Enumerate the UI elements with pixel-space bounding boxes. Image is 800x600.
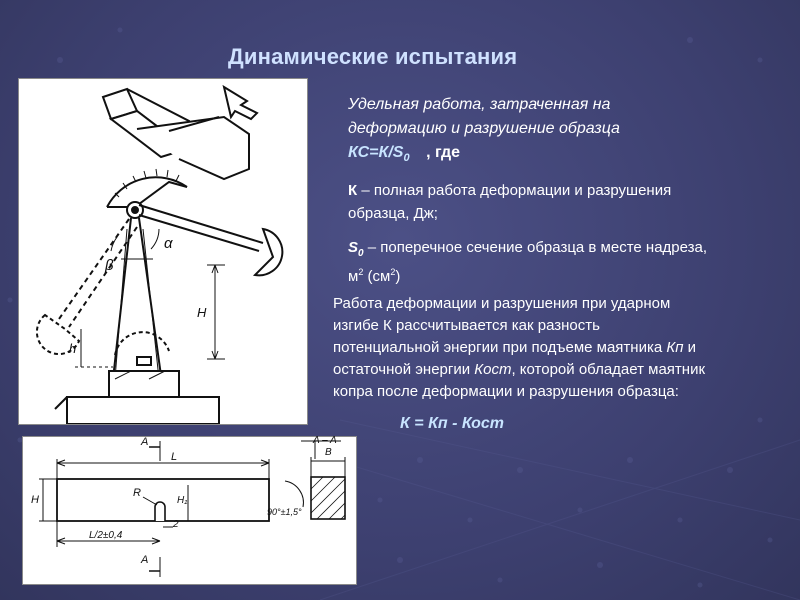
s0-units-exp-2: 2: [390, 267, 396, 277]
width-label: B: [325, 447, 332, 458]
half-length-label: L/2±0,4: [89, 530, 123, 541]
kc-suffix: , где: [426, 144, 461, 161]
specimen-drawing-panel: [22, 436, 357, 585]
kp-symbol: Кп: [666, 339, 684, 356]
section-view-label: A – A: [313, 435, 337, 446]
specimen-drawing: [23, 437, 356, 584]
notch-height-label: H₁: [177, 495, 188, 506]
work-paragraph-line-3: [333, 337, 696, 359]
k-symbol: К: [348, 182, 358, 199]
kc-formula: КС=К/S: [348, 144, 404, 161]
s0-subscript: 0: [358, 248, 364, 259]
k-definition-text-2: образца, Дж;: [348, 205, 438, 222]
angle-label: 90°±1,5°: [267, 507, 302, 517]
s0-units-close: ): [395, 268, 401, 285]
work-p3-end: и: [683, 339, 697, 356]
work-p3-text: потенциальной энергии при подъеме маятника: [333, 339, 667, 356]
s0-definition-text-1: – поперечное сечение образца в месте надреза,: [363, 239, 708, 256]
section-label-bottom: A: [141, 554, 149, 566]
height-label-upper: H: [197, 305, 207, 320]
s0-units-m: м: [348, 268, 359, 285]
work-paragraph-line-4: [333, 359, 705, 381]
work-paragraph-line-5: копра после деформации и разрушения образца:: [333, 383, 679, 400]
height-label-lower: h: [69, 341, 77, 356]
work-p4-end: , которой обладает маятник: [511, 361, 706, 378]
radius-label: R: [133, 487, 141, 499]
s0-units: [348, 261, 400, 288]
intro-line-2: деформацию и разрушение образца: [348, 120, 620, 137]
k-definition: [348, 180, 671, 202]
beta-label: β: [105, 257, 114, 274]
k-definition-text-1: – полная работа деформации и разрушения: [357, 182, 672, 199]
intro-line-1: Удельная работа, затраченная на: [348, 96, 611, 113]
load-arrow: [224, 87, 257, 119]
pendulum-diagram-panel: [18, 78, 308, 425]
alpha-label: α: [164, 235, 173, 252]
notch-depth-label: 2: [173, 519, 179, 530]
s0-units-exp-1: 2: [358, 267, 364, 277]
section-label-top: A: [141, 436, 149, 448]
slide-title: Динамические испытания: [228, 44, 518, 69]
pendulum-diagram: [19, 79, 307, 424]
height-label: H: [31, 494, 39, 506]
s0-units-cm: (см: [363, 268, 391, 285]
s0-symbol: S: [348, 239, 359, 256]
work-paragraph-line-1: Работа деформации и разрушения при ударном: [333, 295, 671, 312]
final-formula: К = Кп - Кост: [400, 415, 505, 432]
kc-formula-subscript: 0: [403, 152, 410, 165]
kc-formula-line: [348, 142, 460, 169]
work-paragraph-line-2: изгибе К рассчитывается как разность: [333, 317, 600, 334]
work-p4-text: остаточной энергии: [333, 361, 475, 378]
length-label: L: [171, 451, 178, 463]
kost-symbol: Кост: [474, 361, 512, 378]
s0-definition: [348, 237, 707, 265]
